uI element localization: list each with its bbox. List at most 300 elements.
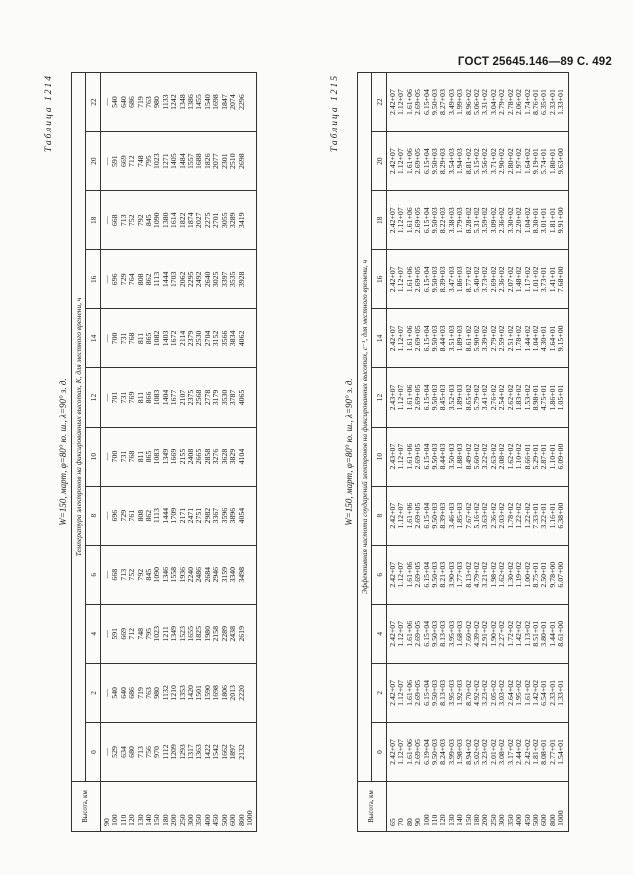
table-cell: 865: [144, 332, 154, 345]
table-cell: 3.63+02: [480, 502, 490, 529]
table-cell: 2295: [186, 271, 196, 288]
table-cell: 1113: [152, 271, 162, 287]
table-cell: 3.04+02: [488, 89, 498, 115]
table-cell: 9.50+03: [430, 266, 440, 293]
table-cell: 9.91+00: [556, 207, 566, 234]
table-cell: 8.45+03: [438, 384, 448, 411]
table-cell: 2114: [177, 330, 187, 347]
table-cell: 2.33+01: [547, 89, 557, 115]
table-cell: 2289: [219, 626, 229, 642]
table-caption: Эффективная частота соударений электронов на фиксированных высотах, с⁻¹, для местного времени, ч: [358, 73, 372, 782]
table-cell: 2408: [186, 448, 196, 465]
table-cell: 7.60+02: [463, 620, 473, 647]
table-cell: 1023: [152, 153, 162, 169]
table-cell: 5.16+02: [472, 502, 482, 529]
table-cell: 3.95+03: [446, 679, 456, 706]
table-cell: 6.15+04: [421, 384, 431, 411]
table-cell: 9.50+03: [430, 561, 440, 588]
table-cell: 1.04+02: [530, 325, 540, 352]
table-cell: —: [102, 570, 111, 579]
table-cell: 1083: [152, 389, 162, 406]
altitude-value: 100: [110, 814, 120, 826]
value-column: [387, 722, 569, 781]
table-cell: 2.90+02: [497, 148, 507, 175]
table-cell: 1.61+06: [404, 561, 414, 588]
table-caption: Температура электронов на фиксированных высотах, K, для местного времени, ч: [72, 73, 86, 782]
table-cell: 2486: [194, 566, 204, 583]
hour-header: 18: [86, 191, 101, 250]
table-cell: 2.69+05: [413, 443, 423, 470]
table-cell: 1.10+01: [547, 443, 557, 470]
table-cell: 2062: [177, 271, 187, 288]
table-cell: 1.12+07: [396, 561, 406, 588]
table-cell: 1455: [194, 94, 204, 110]
table-cell: 8.76+01: [530, 89, 540, 115]
table-cell: 1.13+02: [522, 620, 532, 647]
altitude-column: [387, 782, 569, 832]
table-cell: 719: [135, 687, 145, 699]
table-cell: 2.69+05: [413, 502, 423, 529]
table-cell: 1.89+03: [455, 325, 465, 352]
value-column: [387, 663, 569, 722]
table-cell: 719: [135, 96, 145, 108]
table-cell: 2.08+02: [497, 443, 507, 470]
value-column: [101, 486, 257, 545]
table-cell: 6.07+00: [556, 561, 566, 588]
table-cell: 1.89+03: [455, 384, 465, 411]
table-cell: 1.12+07: [396, 207, 406, 234]
table-cell: —: [102, 748, 111, 756]
table-cell: 2619: [236, 626, 246, 642]
table-cell: 2.42+07: [388, 561, 397, 588]
table-cell: 713: [118, 214, 128, 227]
table-cell: 2.54+02: [497, 384, 507, 411]
altitude-value: 150: [463, 814, 473, 826]
table-cell: 1806: [219, 685, 229, 701]
table-cell: 1540: [202, 94, 212, 110]
table-cell: 1404: [160, 389, 170, 406]
table-cell: 1542: [211, 744, 221, 760]
hours-header-row: [86, 73, 101, 832]
table-cell: 640: [118, 96, 128, 108]
table-cell: 9.15+00: [556, 325, 566, 352]
table-cell: 2946: [211, 566, 221, 583]
value-column: [101, 663, 257, 722]
table-cell: 3.03+02: [497, 679, 507, 706]
table-cell: 8.08+01: [539, 739, 549, 765]
altitude-value: 300: [186, 814, 196, 826]
table-cell: 2.42+07: [388, 739, 397, 765]
table-cell: 2492: [194, 271, 204, 288]
table-cell: 3834: [228, 330, 238, 347]
table-cell: 8.61+02: [463, 325, 473, 352]
table-cell: 1.33+01: [556, 89, 566, 115]
table-cell: 540: [110, 687, 120, 699]
table-cell: 3787: [228, 389, 238, 406]
table-cell: 1.83+02: [514, 384, 524, 411]
table-cell: 1557: [186, 153, 196, 169]
table-cell: 3276: [211, 448, 221, 465]
table-body-row: [101, 73, 257, 832]
table-cell: 9.50+03: [430, 443, 440, 470]
altitude-value: 150: [152, 814, 162, 826]
altitude-value: 1000: [556, 810, 566, 826]
table-cell: 1.88+03: [455, 443, 465, 470]
table-cell: 9.50+03: [430, 620, 440, 647]
table-cell: 1.12+07: [396, 620, 406, 647]
table-cell: 2.91+02: [480, 620, 490, 647]
table-cell: 2.63+02: [488, 443, 498, 470]
altitude-value: 130: [446, 814, 456, 826]
table-cell: 2296: [236, 94, 246, 110]
table-cell: 1.74+02: [522, 89, 532, 115]
table-cell: 6.35+01: [539, 89, 549, 115]
altitude-value: 110: [118, 814, 128, 826]
table-cell: 808: [135, 273, 145, 286]
table-cell: 1.81+01: [547, 207, 557, 234]
value-column: [387, 604, 569, 663]
table-cell: 752: [127, 214, 137, 227]
table-cell: 9.50+03: [430, 89, 440, 115]
table-cell: 2.27+02: [497, 620, 507, 647]
table-cell: 2.80+02: [505, 148, 515, 175]
table-cell: 1.85+03: [455, 502, 465, 529]
table-cell: —: [102, 216, 111, 225]
table-cell: 8.96+02: [463, 89, 473, 115]
table-cell: 3.22+02: [480, 443, 490, 470]
value-column: [387, 486, 569, 545]
altitude-value: 450: [211, 814, 221, 826]
table-cell: 1936: [177, 566, 187, 583]
table-cell: 1.80+01: [547, 148, 557, 175]
table-cell: 5.60+02: [472, 443, 482, 470]
table-cell: 2.76+02: [488, 384, 498, 411]
table-cell: 845: [144, 214, 154, 227]
table-cell: 3530: [219, 389, 229, 406]
table-cell: 1.61+06: [404, 325, 414, 352]
table-cell: 1405: [169, 153, 179, 169]
table-cell: 792: [135, 214, 145, 227]
table-cell: 3896: [228, 507, 238, 524]
hour-header: 20: [372, 132, 387, 191]
table-cell: 2275: [202, 212, 212, 229]
table-cell: 8.61+00: [556, 620, 566, 647]
table-cell: 2.69+05: [413, 561, 423, 588]
table-cell: 3152: [211, 330, 221, 347]
altitude-value: 180: [160, 814, 170, 826]
table-cell: 1.12+07: [396, 148, 406, 175]
table-cell: 752: [127, 568, 137, 581]
table-cell: 2132: [236, 744, 246, 760]
table-cell: 6.15+04: [421, 443, 431, 470]
table-cell: 3.90+03: [446, 561, 456, 588]
table-cell: 8.24+03: [438, 739, 448, 765]
value-column: [101, 604, 257, 663]
hour-header: 16: [372, 250, 387, 309]
table-cell: 862: [144, 509, 154, 522]
table-cell: 2.69+05: [413, 207, 423, 234]
table-cell: 2.79+02: [497, 89, 507, 115]
table-cell: 1444: [160, 507, 170, 524]
table-cell: 2751: [194, 507, 204, 524]
table-cell: 1349: [169, 626, 179, 642]
hour-header: 6: [372, 545, 387, 604]
table-cell: 3.30+02: [505, 207, 515, 234]
hour-header: 4: [372, 604, 387, 663]
altitude-value: 180: [472, 814, 482, 826]
hour-header: 16: [86, 250, 101, 309]
altitude-value: 100: [421, 814, 431, 826]
altitude-value: 300: [497, 814, 507, 826]
table-cell: 2858: [202, 448, 212, 465]
table-cell: 8.77+02: [463, 266, 473, 293]
table-cell: 5.74+01: [539, 148, 549, 175]
value-column: [101, 309, 257, 368]
table-cell: 3498: [236, 566, 246, 583]
hour-header: 8: [86, 486, 101, 545]
table-cell: 1380: [160, 212, 170, 229]
hour-header: 12: [86, 368, 101, 427]
hour-header: 2: [372, 663, 387, 722]
table-cell: 1.30+02: [505, 561, 515, 588]
table-cell: 1082: [152, 330, 162, 347]
table-cell: 669: [118, 627, 128, 640]
table-cell: 1655: [186, 626, 196, 642]
hour-header: 6: [86, 545, 101, 604]
table-cell: 845: [144, 568, 154, 581]
table-cell: 1.92+03: [455, 679, 465, 706]
table-cell: 3.38+03: [446, 207, 456, 234]
table-cell: 1317: [186, 744, 196, 760]
table-cell: 712: [127, 627, 137, 640]
table-cell: 2.36+02: [497, 266, 507, 293]
table-cell: 2568: [194, 389, 204, 406]
table-cell: 768: [127, 450, 137, 463]
table-cell: 1.16+01: [547, 502, 557, 529]
altitude-value: 400: [514, 814, 524, 826]
table-cell: 1.48+02: [514, 266, 524, 293]
table-cell: 795: [144, 627, 154, 640]
table-cell: 2701: [211, 212, 221, 229]
table-cell: 1.86+03: [455, 266, 465, 293]
table-cell: 2.87+01: [539, 443, 549, 470]
table-cell: 4062: [236, 330, 246, 347]
table-cell: 686: [127, 96, 137, 108]
table-cell: 811: [135, 450, 145, 463]
altitude-column: [101, 782, 257, 832]
table-cell: 2.42+07: [388, 620, 397, 647]
table-cell: 6.38+00: [556, 502, 566, 529]
altitude-value: 350: [505, 814, 515, 826]
table-cell: 748: [135, 627, 145, 640]
table-cell: 3.01+01: [539, 207, 549, 234]
table-cell: 1.44+02: [522, 325, 532, 352]
altitude-value: 600: [539, 814, 549, 826]
table-cell: 1.10+02: [514, 443, 524, 470]
table-cell: 1698: [211, 94, 221, 110]
page-header: ГОСТ 25645.146—89 С. 492: [457, 56, 612, 68]
table-cell: —: [102, 275, 111, 284]
table-cell: 2.69+05: [413, 266, 423, 293]
table-cell: 3.41+02: [480, 384, 490, 411]
table-cell: —: [102, 688, 111, 697]
table-cell: 1.79+03: [455, 207, 465, 234]
table-cell: 8.44+03: [438, 443, 448, 470]
table-cell: 1.12+07: [396, 443, 406, 470]
table-cell: 2.05+02: [488, 679, 498, 706]
table-cell: 1.12+07: [396, 89, 406, 115]
table-cell: 2.42+07: [388, 502, 397, 529]
table-cell: 1348: [177, 94, 187, 110]
table-cell: 2.42+07: [388, 207, 397, 234]
table-cell: 3596: [219, 507, 229, 524]
table-cell: 1083: [152, 448, 162, 465]
table-cell: 6.15+04: [421, 679, 431, 706]
table-cell: 1.61+02: [522, 679, 532, 706]
table-cell: 591: [110, 155, 120, 168]
table-1215-block: [330, 72, 569, 832]
table-cell: 529: [110, 746, 120, 758]
table-cell: 7.68+00: [556, 266, 566, 293]
table-cell: 2.43+07: [388, 384, 397, 411]
table-cell: 2.64+02: [505, 679, 515, 706]
table-cell: 3.08+02: [497, 739, 507, 765]
table-cell: 1.12+07: [396, 384, 406, 411]
altitude-header: Высота, км: [358, 782, 387, 832]
table-cell: 2.78+02: [505, 89, 515, 115]
table-cell: 713: [135, 746, 145, 758]
altitude-value: 500: [530, 814, 540, 826]
table-cell: 2.69+05: [413, 89, 423, 115]
table-cell: 811: [135, 391, 145, 404]
table-cell: 866: [144, 391, 154, 404]
table-cell: 6.09+00: [556, 443, 566, 470]
table-cell: 712: [127, 155, 137, 168]
table-cell: 3928: [236, 271, 246, 288]
table-cell: 2471: [186, 507, 196, 524]
hour-header: 2: [86, 663, 101, 722]
table-cell: 2.42+07: [388, 679, 397, 706]
table-cell: 1677: [169, 389, 179, 406]
table-cell: 3.59+02: [480, 207, 490, 234]
value-column: [387, 73, 569, 132]
table-cell: 2.59+02: [497, 325, 507, 352]
table-cell: 2171: [177, 507, 187, 524]
table-cell: 865: [144, 450, 154, 463]
table-cell: 5.15+02: [472, 148, 482, 175]
table-cell: 1.61+06: [404, 443, 414, 470]
table-cell: 8.49+02: [463, 443, 473, 470]
table-cell: 731: [118, 332, 128, 345]
table-cell: 1590: [202, 685, 212, 701]
table-cell: 1.95+02: [514, 679, 524, 706]
table-cell: 6.15+04: [421, 502, 431, 529]
table-cell: 2.69+05: [413, 148, 423, 175]
table-cell: 1523: [177, 626, 187, 642]
altitude-value: 400: [202, 814, 212, 826]
table-cell: 2510: [228, 153, 238, 169]
table-cell: 1709: [169, 507, 179, 524]
table-cell: 1484: [177, 153, 187, 169]
table-cell: 1.19+02: [514, 561, 524, 588]
altitude-value: 450: [522, 814, 532, 826]
table-cell: 1.99+03: [455, 89, 465, 115]
table-cell: 1271: [160, 153, 170, 169]
table-cell: 3.47+03: [446, 266, 456, 293]
altitude-value: 800: [547, 814, 557, 826]
table-cell: 8.51+01: [530, 620, 540, 647]
table-cell: 2982: [202, 507, 212, 524]
table-cell: 1703: [169, 271, 179, 288]
hour-header: 10: [86, 427, 101, 486]
table-cell: 8.13+02: [463, 561, 473, 588]
table-cell: 5.90+02: [472, 325, 482, 352]
table-cell: 2155: [177, 448, 187, 465]
table-cell: 795: [144, 155, 154, 168]
table-cell: 9.63+00: [556, 148, 566, 175]
table-cell: 1386: [186, 94, 196, 110]
table-cell: 1672: [169, 330, 179, 347]
table-cell: 862: [144, 273, 154, 286]
table-cell: 1.98+03: [455, 739, 465, 765]
table-cell: 2.69+05: [413, 325, 423, 352]
table-cell: 2.36+02: [488, 502, 498, 529]
table-cell: 8.44+03: [438, 325, 448, 352]
table-cell: 8.39+03: [438, 266, 448, 293]
table-cell: 3.23+02: [480, 679, 490, 706]
table-cell: 2.01+02: [488, 739, 498, 765]
altitude-value: 250: [177, 814, 187, 826]
table-cell: 6.15+04: [421, 89, 431, 115]
table-cell: 1353: [177, 685, 187, 701]
table-cell: 6.15+04: [421, 561, 431, 588]
altitude-header: Высота, км: [72, 782, 101, 832]
table-cell: 1980: [202, 626, 212, 642]
hour-header: 10: [372, 427, 387, 486]
table-cell: 8.75+01: [530, 561, 540, 588]
value-column: [101, 250, 257, 309]
table-cell: 1698: [211, 685, 221, 701]
table-cell: 1.54+01: [556, 739, 566, 765]
table-cell: 1614: [169, 212, 179, 229]
table-cell: 9.19+01: [530, 148, 540, 175]
table-cell: 731: [118, 450, 128, 463]
altitude-value: 140: [144, 814, 154, 826]
table-cell: 2778: [202, 389, 212, 406]
table-cell: 2.06+02: [514, 89, 524, 115]
table-cell: 1.33+01: [556, 679, 566, 706]
table-cell: 2.69+02: [488, 266, 498, 293]
table-cell: 2.42+07: [388, 325, 397, 352]
table-cell: 2530: [194, 330, 204, 347]
table-cell: 3.73+01: [539, 266, 549, 293]
altitude-value: 90: [102, 818, 111, 826]
table-cell: 1.42+02: [514, 620, 524, 647]
table-cell: 3.56+02: [480, 148, 490, 175]
table-condition: W=150, март, φ=80° ю. ш., λ=90° з. д.: [344, 378, 354, 526]
hour-header: 14: [86, 309, 101, 368]
table-cell: 1444: [160, 271, 170, 288]
data-table: [357, 72, 569, 832]
table-1214-block: [44, 72, 257, 832]
table-cell: 591: [110, 627, 120, 640]
table-cell: 8.94+02: [463, 739, 473, 765]
table-cell: 2077: [211, 153, 221, 169]
table-cell: 1.81+02: [530, 739, 540, 765]
table-cell: 2.69+05: [413, 679, 423, 706]
table-cell: 1.00+02: [522, 561, 532, 588]
table-cell: 700: [110, 450, 120, 463]
